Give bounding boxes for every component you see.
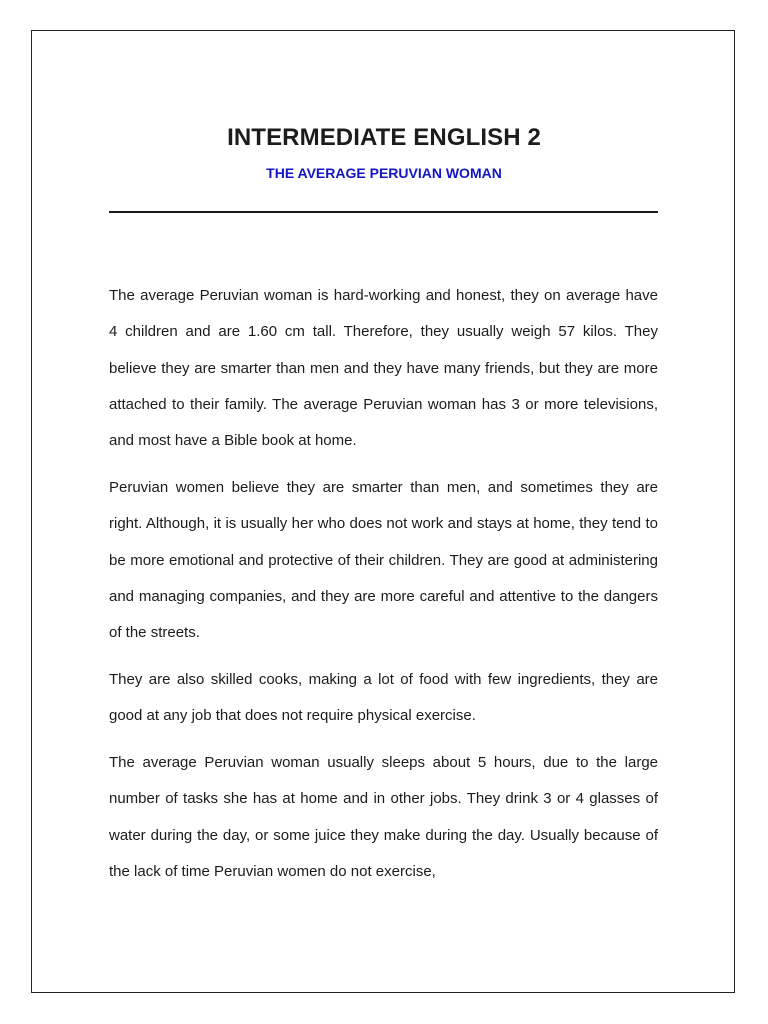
paragraph-4: The average Peruvian woman usually sleeps about 5 hours, due to the large number of tasks she has at home and in other jobs. They drink 3 or 4 glasses of water during the day, or some juice they make during the day. Usually because of the lack of time Peruvian women do not exercise, — [109, 754, 658, 880]
paragraph-2: Peruvian women believe they are smarter than men, and sometimes they are right. Although, it is usually her who does not work and stays at home, they tend to be more emotional and protective of their children. They are good at administering and managing companies, and they are more careful and attentive to the dangers of the streets. — [109, 478, 658, 642]
document-body — [109, 278, 658, 901]
paragraph-1: The average Peruvian woman is hard-working and honest, they on average have 4 children and are 1.60 cm tall. Therefore, they usually weigh 57 kilos. They believe they are smarter than men and they have many friends, but they are more attached to their family. The average Peruvian woman has 3 or more televisions, and most have a Bible book at home. — [109, 287, 658, 450]
paragraph-3: They are also skilled cooks, making a lot of food with few ingredients, they are good at any job that does not require physical exercise. — [109, 670, 658, 725]
document-title: INTERMEDIATE ENGLISH 2 — [227, 124, 541, 151]
document-subtitle: THE AVERAGE PERUVIAN WOMAN — [266, 165, 502, 181]
title-divider — [109, 211, 658, 213]
